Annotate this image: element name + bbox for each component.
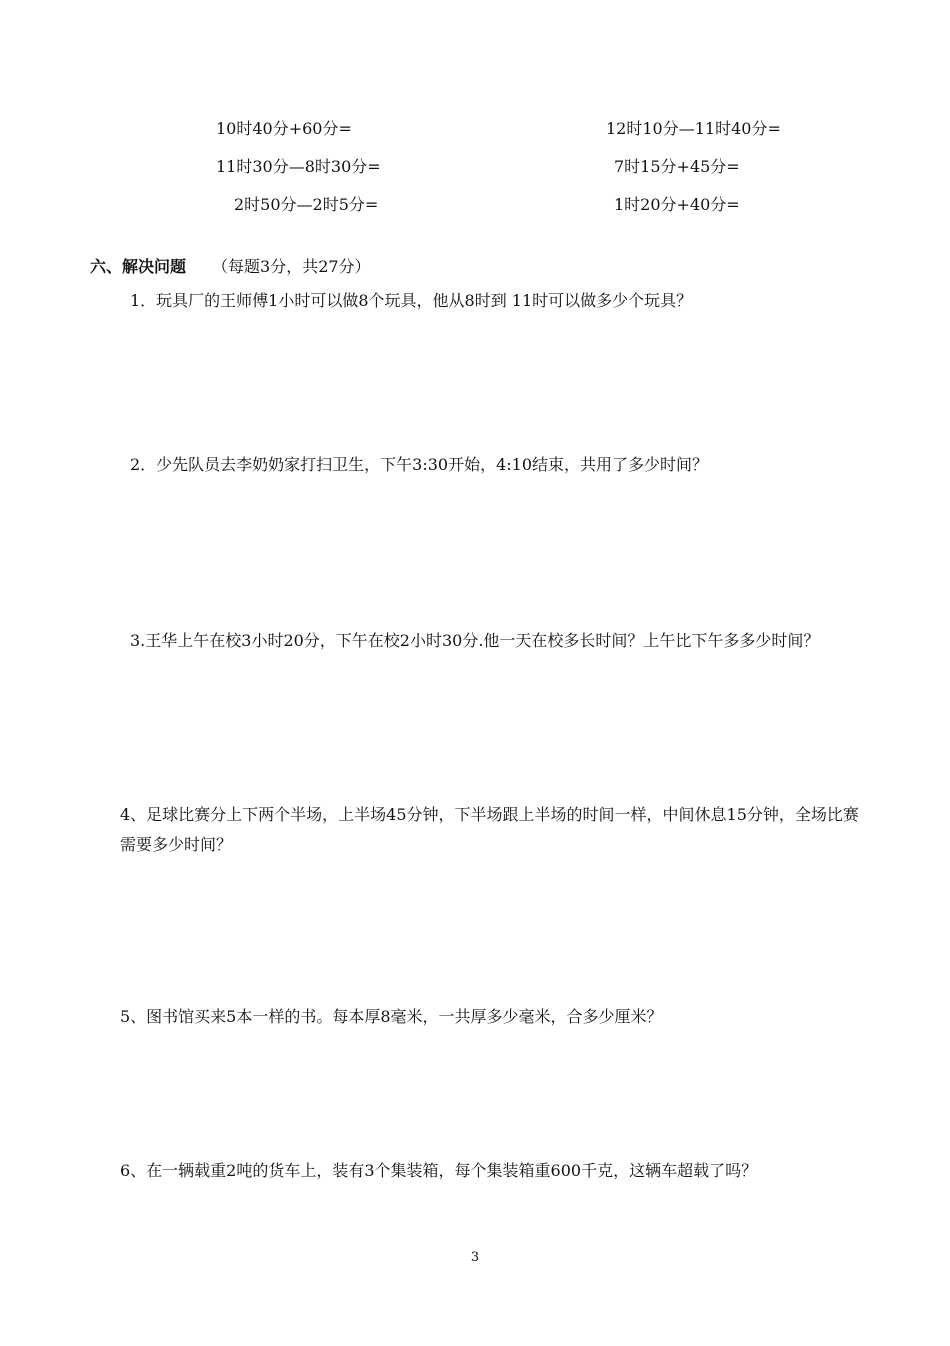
calc-right-3: 1时20分+40分= [614, 195, 740, 214]
question-5: 5、图书馆买来5本一样的书。每本厚8毫米，一共厚多少毫米，合多少厘米？ [120, 1007, 663, 1026]
section-note: （每题3分，共27分） [212, 257, 371, 276]
question-1: 1．玩具厂的王师傅1小时可以做8个玩具，他从8时到 11时可以做多少个玩具？ [130, 291, 693, 310]
section-heading [90, 256, 371, 278]
question-6: 6、在一辆载重2吨的货车上，装有3个集装箱，每个集装箱重600千克，这辆车超载了吗？ [120, 1161, 758, 1180]
question-2: 2．少先队员去李奶奶家打扫卫生，下午3:30开始，4:10结束，共用了多少时间？ [130, 455, 709, 474]
question-3: 3.王华上午在校3小时20分，下午在校2小时30分.他一天在校多长时间？上午比下午多多少时间？ [130, 631, 820, 650]
calc-right-2: 7时15分+45分= [614, 157, 740, 176]
question-4: 4、足球比赛分上下两个半场，上半场45分钟，下半场跟上半场的时间一样，中间休息15分钟，全场比赛需要多少时间？ [120, 805, 859, 854]
calc-left-2: 11时30分—8时30分= [216, 157, 381, 176]
calc-left-1: 10时40分+60分= [216, 119, 352, 138]
calc-right-1: 12时10分—11时40分= [606, 119, 781, 138]
page-number: 3 [470, 1250, 480, 1265]
calc-left-3: 2时50分—2时5分= [234, 195, 379, 214]
section-title: 六、解决问题 [90, 257, 187, 276]
